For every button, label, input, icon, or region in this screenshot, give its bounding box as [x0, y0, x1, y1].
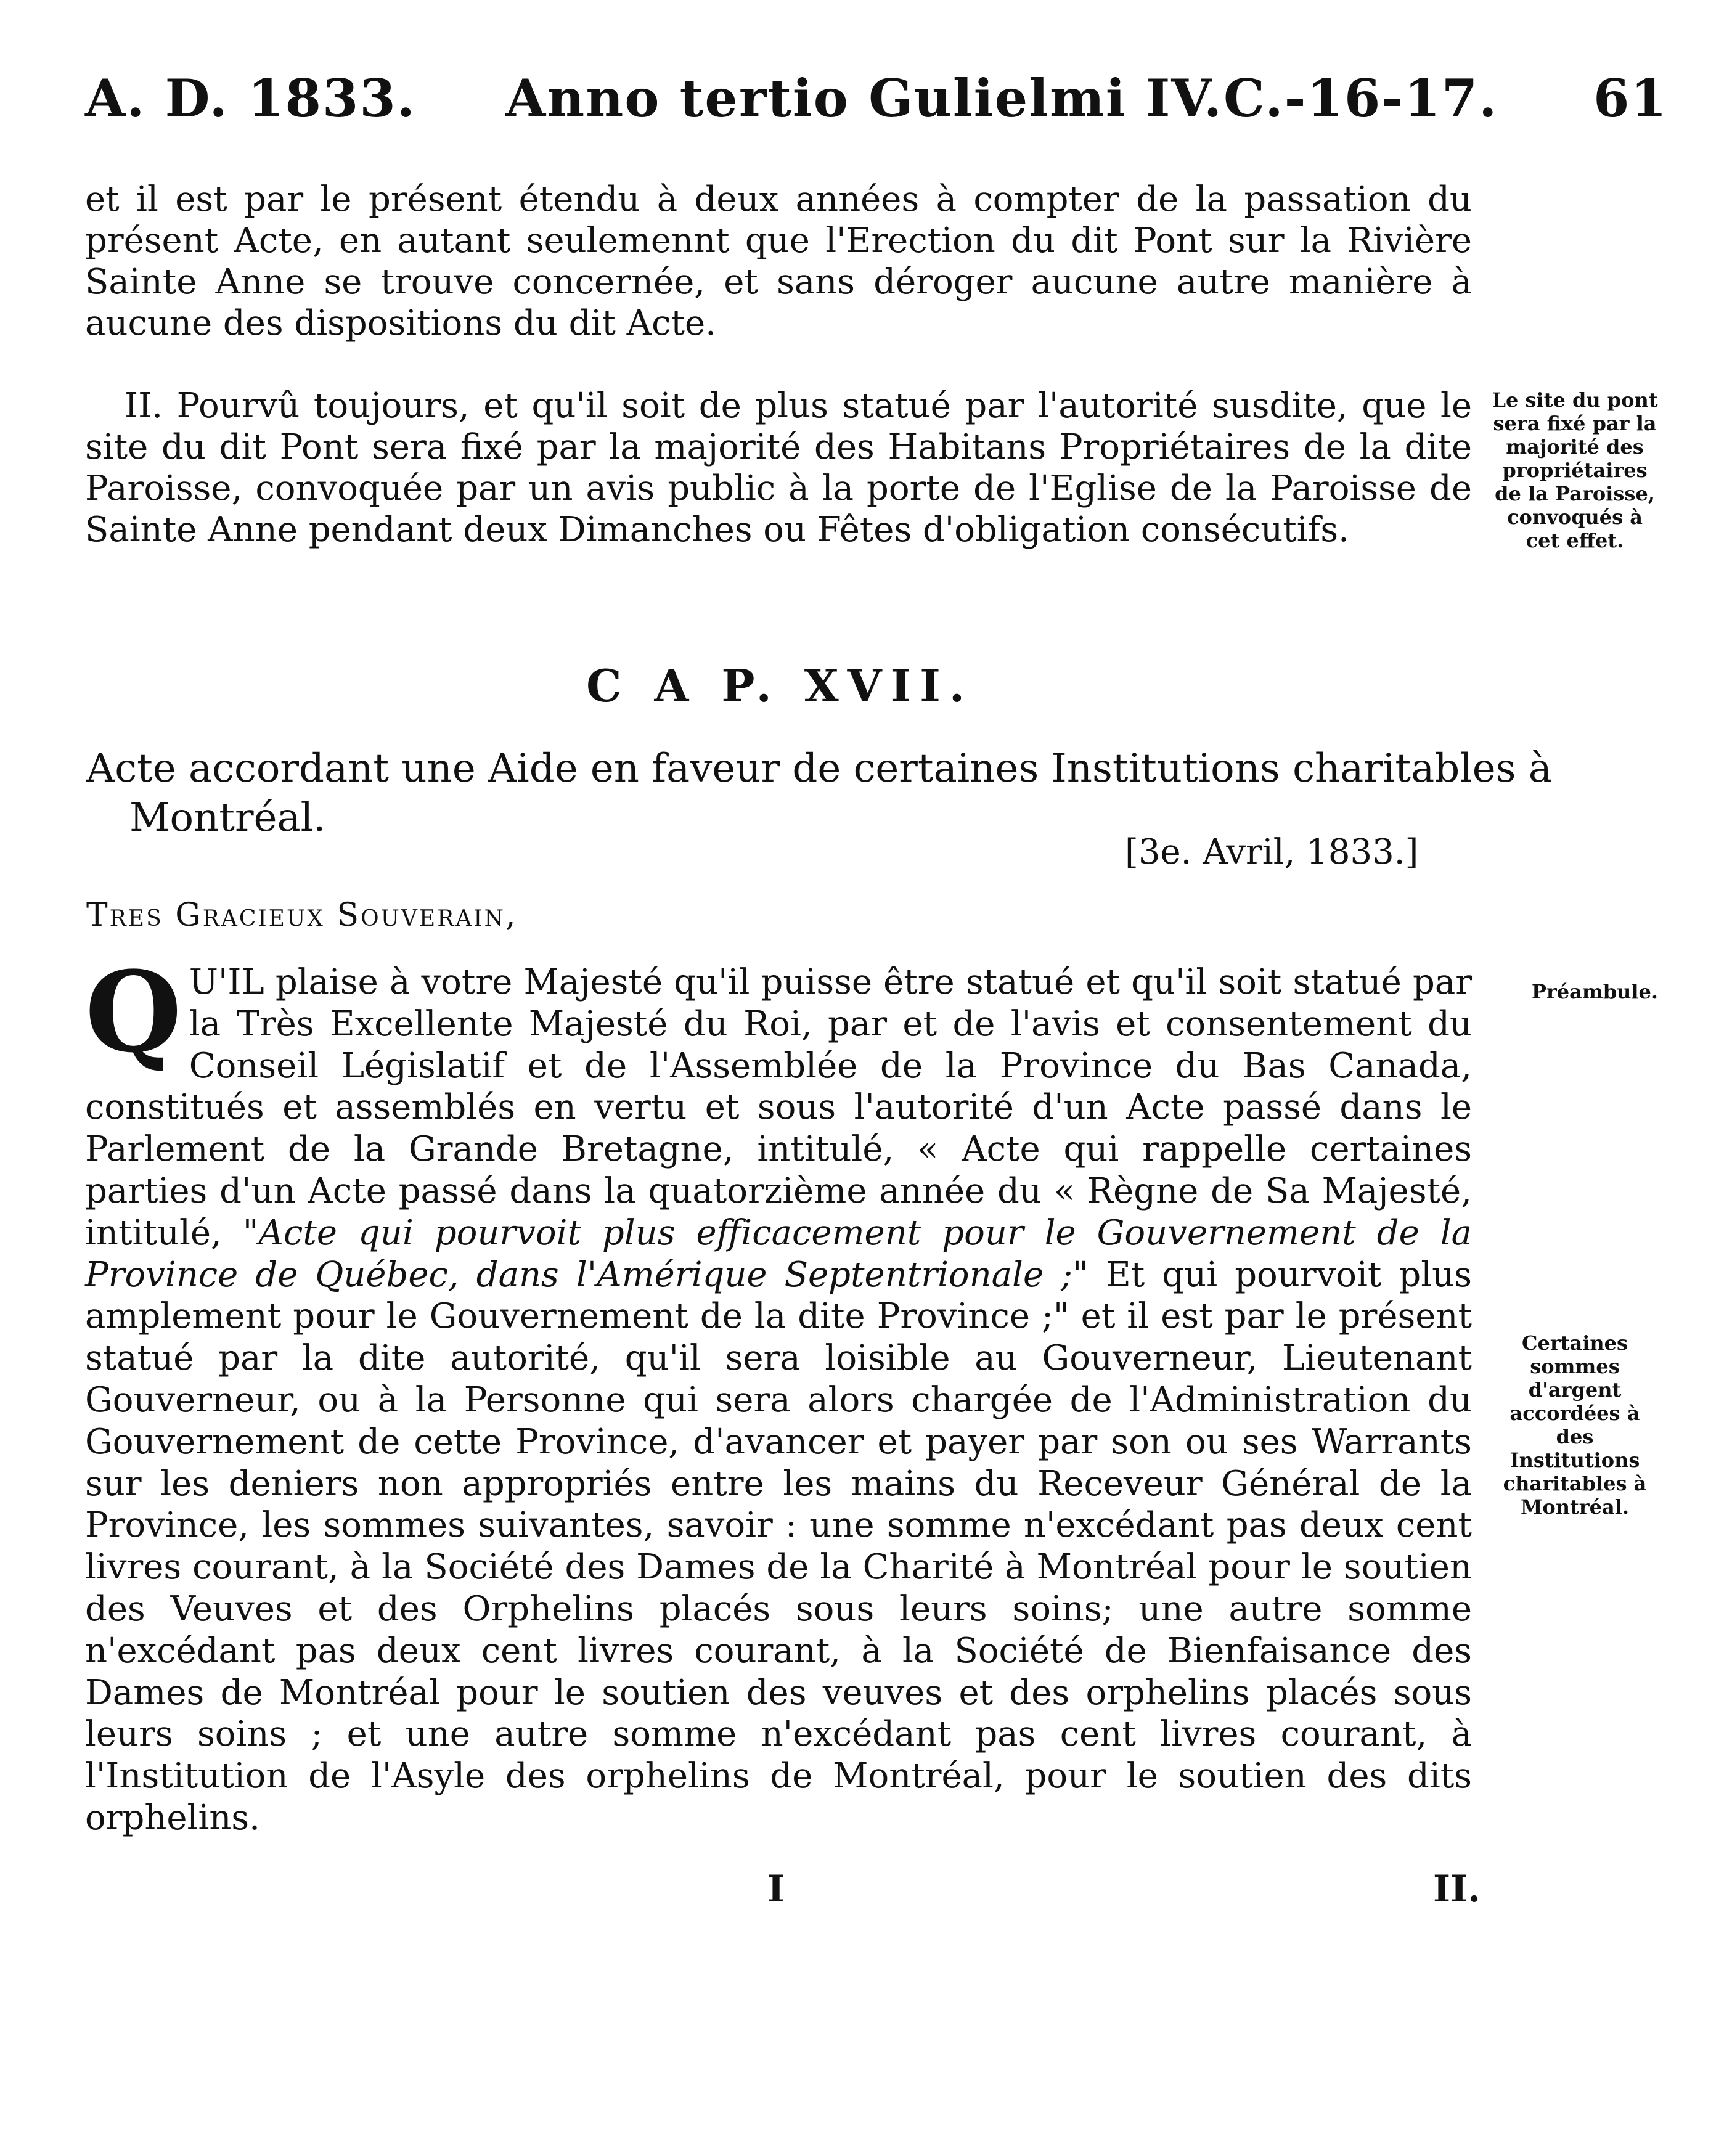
catchword-left: I: [767, 1868, 785, 1911]
running-header-title: Anno tertio Gulielmi IV.: [505, 68, 1223, 129]
page-number: 61: [1593, 68, 1668, 129]
preamble-text-part-1: U'IL plaise à votre Majesté qu'il puisse être statué et qu'il soit statué par la Très Excellente Majesté du Roi, par et de l'avis et consentement du Conseil Législatif et de l'Assemblée de la Province du Bas Canada, constitués et assemblés en vertu et sous l'autorité d'un Acte passé dans le Parlement de la Grande Bretagne, intitulé, « Acte qui rappelle certaines parties d'un Acte passé dans la quatorzième année du « Règne de Sa Majesté, intitulé,: [85, 962, 1472, 1253]
preamble-paragraph: [85, 947, 1472, 1839]
margin-note-sums: Certaines sommes d'argent accordées à des Institutions charitables à Montréal.: [1503, 1331, 1647, 1519]
act-title-line-1: Acte accordant une Aide en faveur de certaines Institutions charitables à: [86, 746, 1552, 791]
chapter-heading: C A P. XVII.: [586, 659, 973, 712]
continuation-paragraph: et il est par le présent étendu à deux années à compter de la passation du présent Acte, en autant seulemennt que l'Erection du dit Pont sur la Rivière Sainte Anne se trouve concernée, et sans déroger aucune autre manière à aucune des dispositions du dit Acte.: [85, 179, 1472, 343]
preamble-text-part-2: Et qui pourvoit plus amplement pour le Gouvernement de la dite Province ;" et il est par le présent statué par la dite autorité, qu'il sera loisible au Gouverneur, Lieutenant Gouverneur, ou à la Personne qui sera alors chargée de l'Administration du Gouvernement de cette Province, d'avancer et payer par son ou ses Warrants sur les deniers non appropriés entre les mains du Receveur Général de la Province, les sommes suivantes, savoir : une somme n'excédant pas deux cent livres courant, à la Société des Dames de la Charité à Montréal pour le soutien des Veuves et des Orphelins placés sous leurs soins; une autre somme n'excédant pas deux cent livres courant, à la Société de Bienfaisance des Dames de Montréal pour le soutien des veuves et des orphelins placés sous leurs soins ; et une autre somme n'excédant pas cent livres courant, à l'Institution de l'Asyle des orphelins de Montréal, pour le soutien des dits orphelins.: [85, 1254, 1472, 1838]
margin-note-site: Le site du pont sera fixé par la majorité des propriétaires de la Paroisse, convoqués à cet effet.: [1492, 388, 1658, 552]
drop-cap: Q: [85, 947, 182, 1077]
section-2-paragraph: II. Pourvû toujours, et qu'il soit de plus statué par l'autorité susdite, que le site du dit Pont sera fixé par la majorité des Habitans Propriétaires de la dite Paroisse, convoquée par un avis public à la porte de l'Eglise de la Paroisse de Sainte Anne pendant deux Dimanches ou Fêtes d'obligation consécutifs.: [85, 386, 1472, 550]
quoted-act-title: "Acte qui pourvoit plus efficacement pour le Gouvernement de la Province de Québec, dans l'Amérique Septentrionale ;": [85, 1212, 1472, 1295]
act-title-line-2: Montréal.: [129, 795, 326, 841]
margin-note-preamble: Préambule.: [1531, 980, 1658, 1003]
salutation: Tres Gracieux Souverain,: [86, 897, 518, 934]
act-date: [3e. Avril, 1833.]: [1125, 832, 1419, 872]
catchword-right: II.: [1433, 1868, 1481, 1911]
running-header-chapter: C.-16-17.: [1223, 68, 1498, 129]
running-header-year: A. D. 1833.: [85, 68, 417, 129]
